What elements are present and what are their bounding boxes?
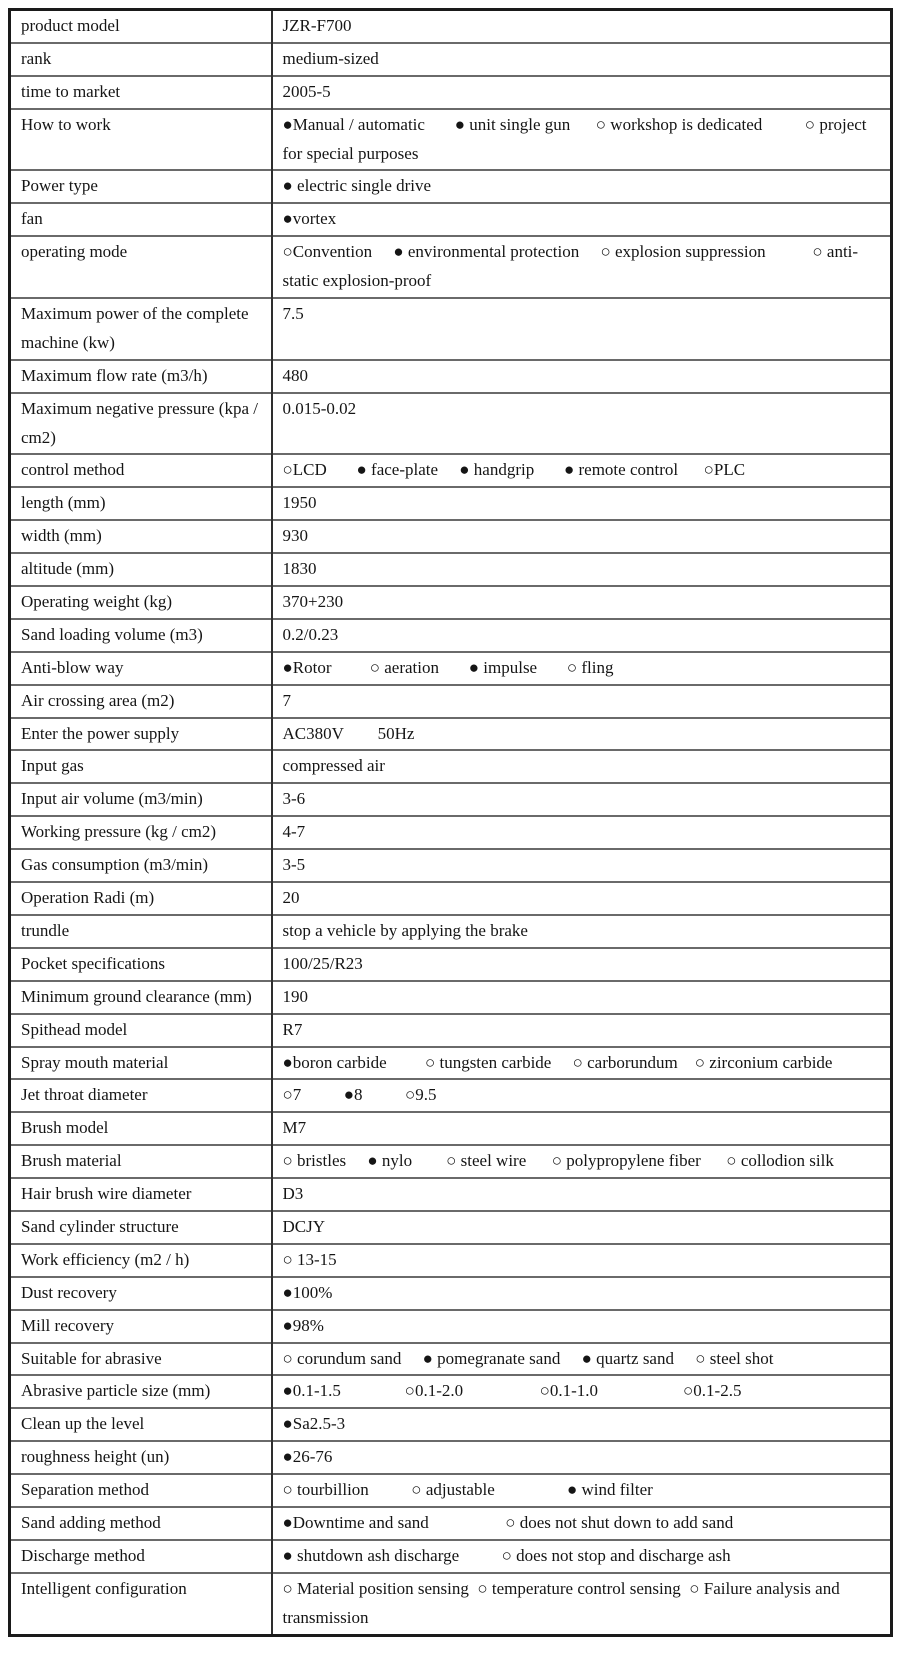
spec-value-cell: ○ 13-15 [272, 1244, 892, 1277]
spec-label-cell: Input gas [10, 750, 272, 783]
spec-value-cell: JZR-F700 [272, 10, 892, 43]
table-row [10, 43, 892, 76]
spec-label-cell: Mill recovery [10, 1310, 272, 1343]
table-row [10, 1277, 892, 1310]
table-row [10, 454, 892, 487]
spec-label-cell: product model [10, 10, 272, 43]
table-row [10, 109, 892, 171]
spec-value-cell: ○7 ●8 ○9.5 [272, 1079, 892, 1112]
spec-label-cell: Operation Radi (m) [10, 882, 272, 915]
table-row [10, 915, 892, 948]
spec-value-cell: 3-6 [272, 783, 892, 816]
table-row [10, 849, 892, 882]
table-row [10, 718, 892, 751]
spec-label-cell: Brush model [10, 1112, 272, 1145]
table-row [10, 360, 892, 393]
spec-value-cell: DCJY [272, 1211, 892, 1244]
spec-value-cell: 370+230 [272, 586, 892, 619]
spec-label-cell: How to work [10, 109, 272, 171]
table-row [10, 1079, 892, 1112]
table-row [10, 298, 892, 360]
spec-value-cell: ●vortex [272, 203, 892, 236]
table-row [10, 586, 892, 619]
table-row [10, 553, 892, 586]
table-row [10, 1540, 892, 1573]
spec-label-cell: Dust recovery [10, 1277, 272, 1310]
table-row [10, 981, 892, 1014]
spec-label-cell: Sand loading volume (m3) [10, 619, 272, 652]
spec-value-cell: ●Sa2.5-3 [272, 1408, 892, 1441]
table-row [10, 1244, 892, 1277]
spec-value-cell: medium-sized [272, 43, 892, 76]
spec-value-cell: ●100% [272, 1277, 892, 1310]
spec-table [8, 8, 893, 1637]
spec-value-cell: 7 [272, 685, 892, 718]
spec-label-cell: fan [10, 203, 272, 236]
spec-label-cell: Hair brush wire diameter [10, 1178, 272, 1211]
table-row [10, 1047, 892, 1080]
spec-label-cell: Maximum flow rate (m3/h) [10, 360, 272, 393]
spec-label-cell: Minimum ground clearance (mm) [10, 981, 272, 1014]
table-row [10, 10, 892, 43]
spec-value-cell: ●98% [272, 1310, 892, 1343]
spec-value-cell: ●Downtime and sand ○ does not shut down to add sand [272, 1507, 892, 1540]
spec-value-cell: 0.2/0.23 [272, 619, 892, 652]
spec-label-cell: Maximum power of the complete machine (kw) [10, 298, 272, 360]
table-row [10, 783, 892, 816]
spec-table-body [10, 10, 892, 1636]
spec-label-cell: Discharge method [10, 1540, 272, 1573]
spec-value-cell: 100/25/R23 [272, 948, 892, 981]
spec-value-cell: 480 [272, 360, 892, 393]
spec-label-cell: Jet throat diameter [10, 1079, 272, 1112]
spec-label-cell: Spithead model [10, 1014, 272, 1047]
spec-value-cell: AC380V 50Hz [272, 718, 892, 751]
spec-value-cell: ○ Material position sensing ○ temperature control sensing ○ Failure analysis and transmission [272, 1573, 892, 1635]
spec-label-cell: Working pressure (kg / cm2) [10, 816, 272, 849]
spec-value-cell: 1830 [272, 553, 892, 586]
spec-label-cell: Sand cylinder structure [10, 1211, 272, 1244]
spec-label-cell: Air crossing area (m2) [10, 685, 272, 718]
spec-label-cell: Work efficiency (m2 / h) [10, 1244, 272, 1277]
table-row [10, 76, 892, 109]
table-row [10, 1310, 892, 1343]
spec-value-cell: 2005-5 [272, 76, 892, 109]
spec-value-cell: ● shutdown ash discharge ○ does not stop and discharge ash [272, 1540, 892, 1573]
table-row [10, 619, 892, 652]
table-row [10, 1474, 892, 1507]
spec-value-cell: 7.5 [272, 298, 892, 360]
spec-value-cell: 190 [272, 981, 892, 1014]
table-row [10, 1178, 892, 1211]
spec-value-cell: ○LCD ● face-plate ● handgrip ● remote control ○PLC [272, 454, 892, 487]
spec-label-cell: trundle [10, 915, 272, 948]
table-row [10, 520, 892, 553]
table-row [10, 1408, 892, 1441]
table-row [10, 685, 892, 718]
spec-label-cell: Spray mouth material [10, 1047, 272, 1080]
spec-label-cell: Power type [10, 170, 272, 203]
spec-value-cell: ●Manual / automatic ● unit single gun ○ workshop is dedicated ○ project for special purposes [272, 109, 892, 171]
spec-value-cell: stop a vehicle by applying the brake [272, 915, 892, 948]
spec-value-cell: ○Convention ● environmental protection ○ explosion suppression ○ anti-static explosion-proof [272, 236, 892, 298]
spec-value-cell: 3-5 [272, 849, 892, 882]
spec-label-cell: Abrasive particle size (mm) [10, 1375, 272, 1408]
spec-label-cell: time to market [10, 76, 272, 109]
spec-label-cell: Brush material [10, 1145, 272, 1178]
table-row [10, 1343, 892, 1376]
table-row [10, 948, 892, 981]
table-row [10, 236, 892, 298]
spec-value-cell: ●26-76 [272, 1441, 892, 1474]
spec-value-cell: M7 [272, 1112, 892, 1145]
table-row [10, 1441, 892, 1474]
spec-label-cell: altitude (mm) [10, 553, 272, 586]
table-row [10, 170, 892, 203]
table-row [10, 1145, 892, 1178]
spec-label-cell: width (mm) [10, 520, 272, 553]
spec-label-cell: Clean up the level [10, 1408, 272, 1441]
table-row [10, 393, 892, 455]
spec-value-cell: ●boron carbide ○ tungsten carbide ○ carborundum ○ zirconium carbide [272, 1047, 892, 1080]
spec-value-cell: 20 [272, 882, 892, 915]
spec-value-cell: R7 [272, 1014, 892, 1047]
table-row [10, 652, 892, 685]
spec-label-cell: Gas consumption (m3/min) [10, 849, 272, 882]
spec-label-cell: Sand adding method [10, 1507, 272, 1540]
spec-value-cell: ○ bristles ● nylo ○ steel wire ○ polypropylene fiber ○ collodion silk [272, 1145, 892, 1178]
spec-label-cell: roughness height (un) [10, 1441, 272, 1474]
spec-label-cell: Anti-blow way [10, 652, 272, 685]
spec-label-cell: Input air volume (m3/min) [10, 783, 272, 816]
table-row [10, 750, 892, 783]
spec-value-cell: ○ corundum sand ● pomegranate sand ● quartz sand ○ steel shot [272, 1343, 892, 1376]
table-row [10, 1211, 892, 1244]
table-row [10, 882, 892, 915]
spec-label-cell: control method [10, 454, 272, 487]
spec-value-cell: ● electric single drive [272, 170, 892, 203]
spec-value-cell: 1950 [272, 487, 892, 520]
table-row [10, 203, 892, 236]
spec-value-cell: ●0.1-1.5 ○0.1-2.0 ○0.1-1.0 ○0.1-2.5 [272, 1375, 892, 1408]
spec-label-cell: Separation method [10, 1474, 272, 1507]
spec-value-cell: ○ tourbillion ○ adjustable ● wind filter [272, 1474, 892, 1507]
spec-label-cell: operating mode [10, 236, 272, 298]
table-row [10, 1375, 892, 1408]
spec-label-cell: length (mm) [10, 487, 272, 520]
spec-label-cell: Operating weight (kg) [10, 586, 272, 619]
spec-label-cell: Intelligent configuration [10, 1573, 272, 1635]
spec-value-cell: 4-7 [272, 816, 892, 849]
table-row [10, 487, 892, 520]
spec-value-cell: ●Rotor ○ aeration ● impulse ○ fling [272, 652, 892, 685]
spec-value-cell: D3 [272, 1178, 892, 1211]
spec-label-cell: Enter the power supply [10, 718, 272, 751]
spec-label-cell: Pocket specifications [10, 948, 272, 981]
table-row [10, 1507, 892, 1540]
spec-value-cell: compressed air [272, 750, 892, 783]
table-row [10, 1573, 892, 1635]
spec-label-cell: Suitable for abrasive [10, 1343, 272, 1376]
spec-value-cell: 930 [272, 520, 892, 553]
table-row [10, 1014, 892, 1047]
spec-value-cell: 0.015-0.02 [272, 393, 892, 455]
table-row [10, 816, 892, 849]
spec-label-cell: Maximum negative pressure (kpa / cm2) [10, 393, 272, 455]
spec-label-cell: rank [10, 43, 272, 76]
table-row [10, 1112, 892, 1145]
